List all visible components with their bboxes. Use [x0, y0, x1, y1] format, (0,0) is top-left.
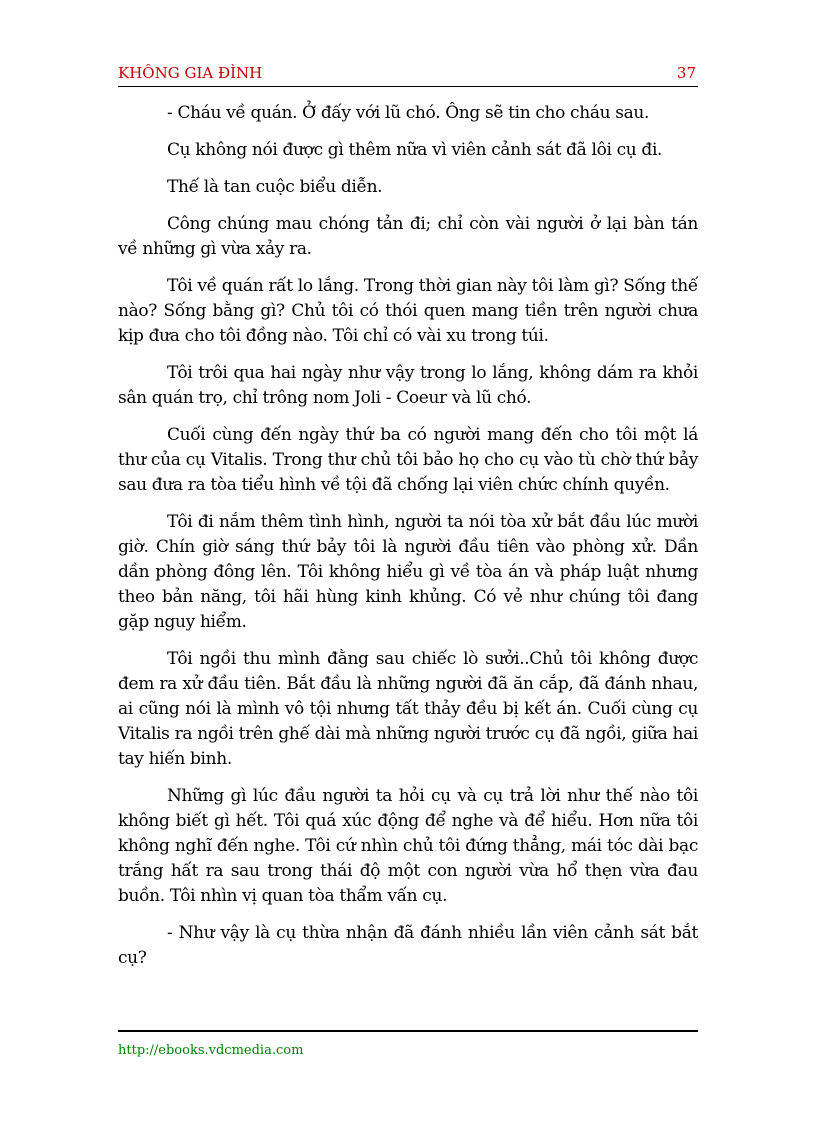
paragraph: Tôi đi nắm thêm tình hình, người ta nói tòa xử bắt đầu lúc mười giờ. Chín giờ sáng thứ bảy tôi là người đầu tiên vào phòng xử. Dần dần phòng đông lên. Tôi không hiểu gì về tòa án và pháp luật nhưng theo bản năng, tôi hãi hùng kinh khủng. Có vẻ như chúng tôi đang gặp nguy hiểm.	[118, 512, 698, 632]
page-number: 37	[676, 64, 696, 82]
paragraph: Cuối cùng đến ngày thứ ba có người mang đến cho tôi một lá thư của cụ Vitalis. Trong thư chủ tôi bảo họ cho cụ vào tù chờ thứ bảy sau đưa ra tòa tiểu hình về tội đã chống lại viên chức chính quyền.	[118, 425, 698, 495]
paragraph: Tôi trôi qua hai ngày như vậy trong lo lắng, không dám ra khỏi sân quán trọ, chỉ trông nom Joli - Coeur và lũ chó.	[118, 363, 698, 408]
book-title: KHÔNG GIA ĐÌNH	[118, 64, 263, 82]
paragraph: Thế là tan cuộc biểu diễn.	[167, 177, 383, 197]
paragraph: - Cháu về quán. Ở đấy với lũ chó. Ông sẽ tin cho cháu sau.	[167, 103, 650, 123]
footer-divider	[118, 1030, 698, 1032]
page-body	[118, 101, 698, 983]
paragraph: Tôi về quán rất lo lắng. Trong thời gian này tôi làm gì? Sống thế nào? Sống bằng gì? Chủ tôi có thói quen mang tiền trên người chưa kịp đưa cho tôi đồng nào. Tôi chỉ có vài xu trong túi.	[118, 276, 698, 346]
page-header	[118, 64, 698, 87]
paragraph: Tôi ngồi thu mình đằng sau chiếc lò sưởi..Chủ tôi không được đem ra xử đầu tiên. Bắt đầu là những người đã ăn cắp, đã đánh nhau, ai cũng nói là mình vô tội nhưng tất thảy đều bị kết án. Cuối cùng cụ Vitalis ra ngồi trên ghế dài mà những người trước cụ đã ngồi, giữa hai tay hiến binh.	[118, 649, 698, 769]
footer-url: http://ebooks.vdcmedia.com	[118, 1043, 304, 1058]
paragraph: - Như vậy là cụ thừa nhận đã đánh nhiều lần viên cảnh sát bắt cụ?	[118, 923, 698, 968]
paragraph: Công chúng mau chóng tản đi; chỉ còn vài người ở lại bàn tán về những gì vừa xảy ra.	[118, 214, 698, 259]
paragraph: Những gì lúc đầu người ta hỏi cụ và cụ trả lời như thế nào tôi không biết gì hết. Tôi quá xúc động để nghe và để hiểu. Hơn nữa tôi không nghĩ đến nghe. Tôi cứ nhìn chủ tôi đứng thẳng, mái tóc dài bạc trắng hất ra sau trong thái độ một con người vừa hổ thẹn vừa đau buồn. Tôi nhìn vị quan tòa thẩm vấn cụ.	[118, 786, 698, 906]
paragraph: Cụ không nói được gì thêm nữa vì viên cảnh sát đã lôi cụ đi.	[167, 140, 663, 160]
